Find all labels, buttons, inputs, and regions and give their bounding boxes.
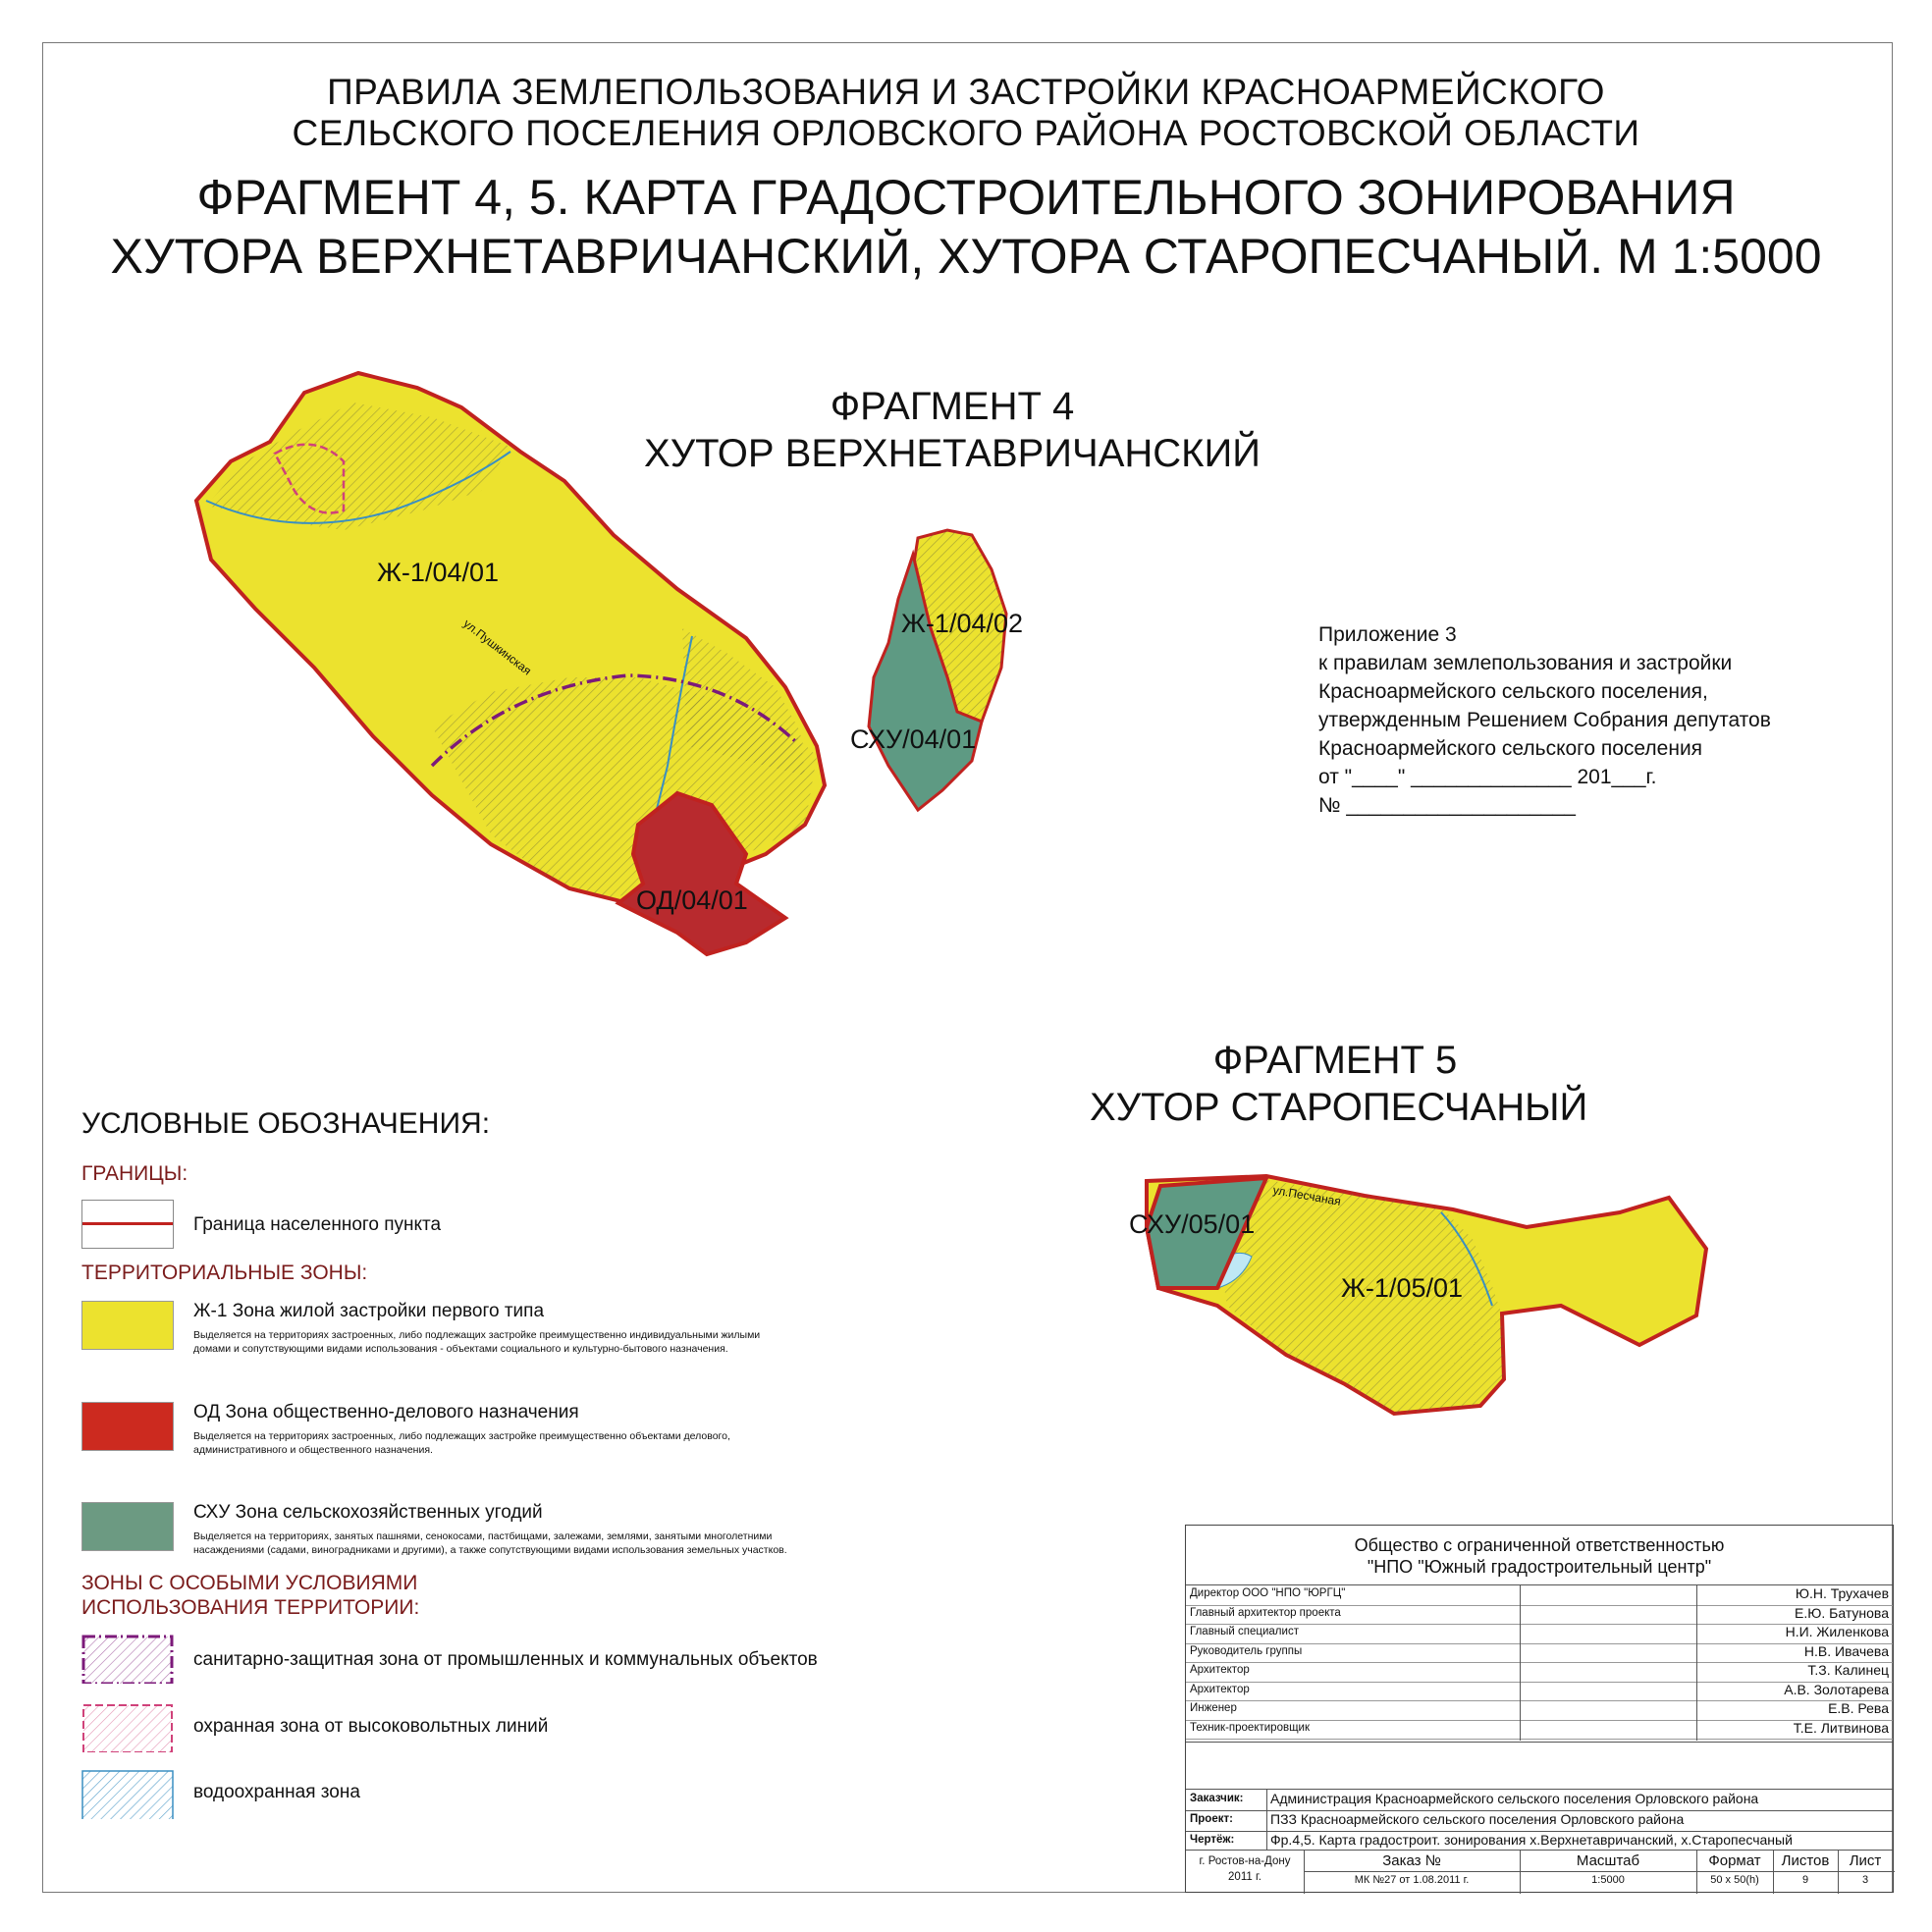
- staff-name: Н.В. Ивачева: [1803, 1642, 1889, 1659]
- legend-powerline-label: охранная зона от высоковольтных линий: [193, 1716, 549, 1737]
- staff-name: Е.Ю. Батунова: [1795, 1604, 1889, 1621]
- legend-od-desc: [193, 1429, 730, 1457]
- staff-role: Инженер: [1190, 1702, 1237, 1714]
- street-peschanaya: ул.Песчаная: [1271, 1183, 1342, 1208]
- legend-shu-desc: [193, 1530, 787, 1557]
- staff-role: Архитектор: [1190, 1664, 1250, 1676]
- label-zh1-04-01: Ж-1/04/01: [377, 558, 500, 587]
- legend-shu-desc2: насаждениями (садами, виноградниками и другими), а также сопутствующими видами использования земельных участков.: [193, 1544, 787, 1556]
- staff-role: Техник-проектировщик: [1190, 1721, 1310, 1734]
- staff-role: Руководитель группы: [1190, 1644, 1303, 1657]
- staff-role: Главный архитектор проекта: [1190, 1606, 1341, 1619]
- stamp-project: ПЗЗ Красноармейского сельского поселения Орловского района: [1270, 1811, 1685, 1827]
- legend-special-heading2: ИСПОЛЬЗОВАНИЯ ТЕРРИТОРИИ:: [81, 1596, 420, 1619]
- legend-special-heading: [81, 1571, 419, 1620]
- appendix-line3: Красноармейского сельского поселения,: [1318, 680, 1708, 703]
- stamp-scale-value: 1:5000: [1591, 1874, 1625, 1886]
- fragment4-heading1: ФРАГМЕНТ 4: [830, 385, 1075, 428]
- title-block: [1185, 1525, 1894, 1893]
- legend-zh1-desc2: домами и сопутствующими видами использования - объектами социального и культурно-бытового назначения.: [193, 1343, 728, 1355]
- appendix-line1: Приложение 3: [1318, 623, 1457, 646]
- label-zh1-04-02: Ж-1/04/02: [901, 609, 1024, 638]
- label-od-04-01: ОД/04/01: [636, 886, 748, 915]
- stamp-sheet-header: Лист: [1849, 1852, 1882, 1869]
- appendix-line5: Красноармейского сельского поселения: [1318, 737, 1703, 760]
- title-line3: ФРАГМЕНТ 4, 5. КАРТА ГРАДОСТРОИТЕЛЬНОГО ЗОНИРОВАНИЯ: [196, 170, 1736, 225]
- legend-shu-title: СХУ Зона сельскохозяйственных угодий: [193, 1502, 543, 1523]
- legend-border-swatch: [81, 1200, 174, 1249]
- legend-heading: УСЛОВНЫЕ ОБОЗНАЧЕНИЯ:: [81, 1107, 491, 1140]
- legend-shu-swatch: [81, 1502, 174, 1551]
- stamp-format-header: Формат: [1708, 1852, 1761, 1869]
- stamp-scale-header: Масштаб: [1576, 1852, 1640, 1869]
- staff-name: Е.В. Рева: [1828, 1700, 1889, 1716]
- appendix-line7: № ____________________: [1318, 794, 1576, 817]
- street-pushkinskaya: ул.Пушкинская: [460, 617, 534, 678]
- fragment5-heading2: ХУТОР СТАРОПЕСЧАНЫЙ: [1090, 1086, 1588, 1129]
- legend-border-label: Граница населенного пункта: [193, 1214, 442, 1235]
- legend-powerline-swatch: [81, 1703, 174, 1752]
- staff-name: А.В. Золотарева: [1784, 1681, 1889, 1697]
- title-line2: СЕЛЬСКОГО ПОСЕЛЕНИЯ ОРЛОВСКОГО РАЙОНА РОСТОВСКОЙ ОБЛАСТИ: [292, 113, 1640, 153]
- stamp-sheet-value: 3: [1861, 1874, 1869, 1886]
- stamp-drawing-label: Чертёж:: [1190, 1834, 1235, 1846]
- stamp-customer-label: Заказчик:: [1190, 1793, 1244, 1804]
- stamp-org-line1: Общество с ограниченной ответственностью: [1354, 1535, 1725, 1555]
- staff-role: Директор ООО "НПО "ЮРГЦ": [1190, 1587, 1346, 1599]
- legend-od-swatch: [81, 1402, 174, 1451]
- legend-zh1-desc1: Выделяется на территориях застроенных, либо подлежащих застройке преимущественно индивидуальными жилыми: [193, 1329, 761, 1341]
- stamp-sheets-value: 9: [1801, 1874, 1809, 1886]
- appendix-block: [1318, 620, 1771, 820]
- legend-sanitary-label: санитарно-защитная зона от промышленных и коммунальных объектов: [193, 1649, 818, 1670]
- legend-sanitary-swatch: [81, 1635, 174, 1684]
- stamp-org-line2: "НПО "Южный градостроительный центр": [1367, 1557, 1712, 1577]
- label-shu-05-01: СХУ/05/01: [1129, 1209, 1256, 1239]
- legend-shu-desc1: Выделяется на территориях, занятых пашнями, сенокосами, пастбищами, залежами, землями, занятыми многолетними: [193, 1530, 773, 1542]
- legend-od-desc1: Выделяется на территориях застроенных, либо подлежащих застройке преимущественно объектами делового,: [193, 1430, 730, 1442]
- title-line1: ПРАВИЛА ЗЕМЛЕПОЛЬЗОВАНИЯ И ЗАСТРОЙКИ КРАСНОАРМЕЙСКОГО: [327, 72, 1605, 112]
- staff-name: Ю.Н. Трухачев: [1795, 1585, 1889, 1601]
- legend-borders-heading: ГРАНИЦЫ:: [81, 1162, 188, 1185]
- fragment5-heading1: ФРАГМЕНТ 5: [1212, 1039, 1458, 1082]
- legend-zh1-desc: [193, 1328, 760, 1356]
- stamp-project-label: Проект:: [1190, 1813, 1233, 1825]
- label-zh1-05-01: Ж-1/05/01: [1341, 1273, 1464, 1303]
- stamp-drawing: Фр.4,5. Карта градостроит. зонирования х.Верхнетавричанский, х.Старопесчаный: [1270, 1832, 1793, 1848]
- legend-zh1-title: Ж-1 Зона жилой застройки первого типа: [193, 1301, 545, 1321]
- legend-od-desc2: административного и общественного назначения.: [193, 1444, 433, 1456]
- legend-water-swatch: [81, 1770, 174, 1819]
- staff-role: Главный специалист: [1190, 1626, 1299, 1637]
- staff-name: Т.Е. Литвинова: [1793, 1719, 1889, 1736]
- staff-name: Н.И. Жиленкова: [1785, 1624, 1889, 1639]
- appendix-line6: от "____" ______________ 201___г.: [1318, 766, 1657, 788]
- stamp-order-header: Заказ №: [1382, 1852, 1441, 1869]
- stamp-year: 2011 г.: [1228, 1871, 1261, 1883]
- legend-water-label: водоохранная зона: [193, 1782, 360, 1802]
- legend-zones-heading: ТЕРРИТОРИАЛЬНЫЕ ЗОНЫ:: [81, 1261, 368, 1284]
- staff-role: Архитектор: [1190, 1683, 1250, 1695]
- legend-zh1-swatch: [81, 1301, 174, 1350]
- stamp-order-value: МК №27 от 1.08.2011 г.: [1354, 1874, 1470, 1886]
- stamp-sheets-header: Листов: [1781, 1852, 1830, 1869]
- stamp-city: г. Ростов-на-Дону: [1199, 1855, 1291, 1867]
- stamp-customer: Администрация Красноармейского сельского поселения Орловского района: [1270, 1791, 1759, 1806]
- fragment4-heading2: ХУТОР ВЕРХНЕТАВРИЧАНСКИЙ: [644, 432, 1261, 475]
- stamp-format-value: 50 x 50(h): [1710, 1874, 1759, 1886]
- appendix-line4: утвержденным Решением Собрания депутатов: [1318, 709, 1771, 731]
- legend-od-title: ОД Зона общественно-делового назначения: [193, 1402, 579, 1422]
- label-shu-04-01: СХУ/04/01: [850, 724, 977, 754]
- appendix-line2: к правилам землепользования и застройки: [1318, 652, 1733, 674]
- staff-name: Т.З. Калинец: [1807, 1662, 1889, 1678]
- title-line4: ХУТОРА ВЕРХНЕТАВРИЧАНСКИЙ, ХУТОРА СТАРОПЕСЧАНЫЙ. М 1:5000: [110, 229, 1822, 284]
- legend-special-heading1: ЗОНЫ С ОСОБЫМИ УСЛОВИЯМИ: [81, 1572, 418, 1594]
